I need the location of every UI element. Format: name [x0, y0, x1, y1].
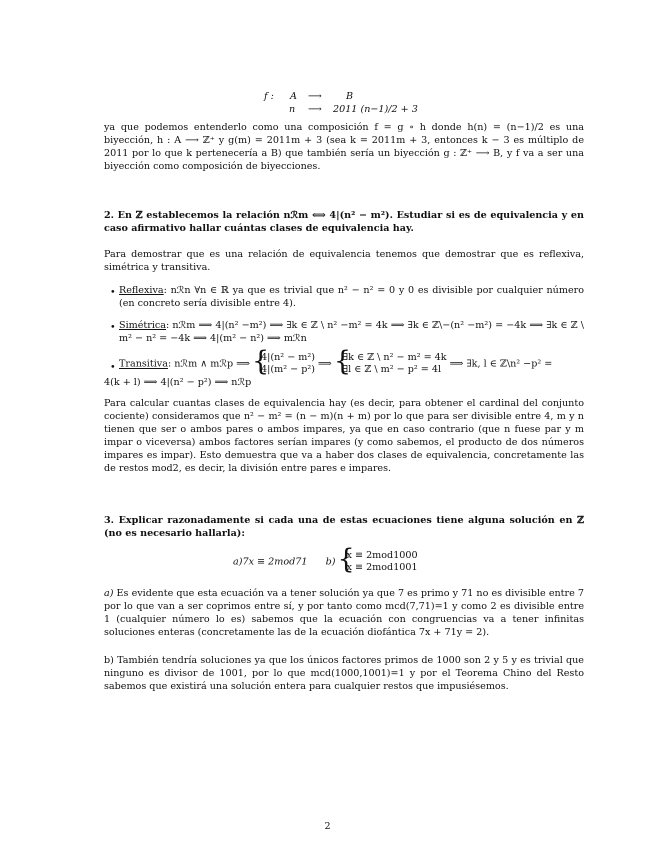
map-f-label: f :: [264, 91, 274, 102]
section-3-answer-a: [104, 588, 584, 640]
section-3-heading: 3. Explicar razonadamente si cada una de estas ecuaciones tiene alguna solución en ℤ (no es necesario hallarla):: [104, 515, 584, 539]
equation-b-system: [339, 550, 418, 574]
symmetric-item: [119, 320, 584, 346]
map-var: n: [289, 104, 296, 115]
transitive-label: Transitiva: [119, 358, 168, 370]
system-1-line-1: { 4|(n² − m²): [261, 352, 315, 363]
map-arrow-1: ⟶: [308, 91, 322, 102]
reflexive-item: [119, 285, 584, 311]
equation-a: a)7x ≡ 2mod71: [233, 556, 308, 568]
transitive-mid: ⟹: [318, 358, 332, 370]
answer-a-label: a): [104, 588, 114, 599]
map-domain: A: [290, 91, 297, 102]
section-2-heading: 2. En ℤ establecemos la relación nℛm ⟺ 4|(n² − m²). Estudiar si es de equivalencia y en caso afirmativo hallar cuántas clases de equivalencia hay.: [104, 210, 584, 234]
map-image: 2011 (n−1)/2 + 3: [333, 104, 418, 115]
equations-display: [233, 550, 418, 574]
section-2-intro: Para demostrar que es una relación de equivalencia tenemos que demostrar que es reflexiva, simétrica y transitiva.: [104, 249, 584, 273]
page-number: 2: [324, 821, 331, 832]
equation-b-line-2: x ≡ 2mod1001: [346, 562, 418, 573]
bullet-icon: •: [110, 287, 116, 298]
transitive-system-2: [335, 352, 447, 376]
bullet-icon: •: [110, 322, 116, 333]
transitive-pre: : nℛm ∧ mℛp ⟹: [167, 358, 250, 370]
map-arrow-2: ⟶: [308, 104, 322, 115]
transitive-item: [119, 352, 584, 376]
map-codomain: B: [346, 91, 354, 102]
section-3-answer-b: b) También tendría soluciones ya que los únicos factores primos de 1000 son 2 y 5 y es trivial que ninguno es divisor de 1001, por lo que mcd(1000,1001)=1 y por el Teorema Chino del Resto sabemos que existirá una solución entera para cualquier restos que impusiésemos.: [104, 655, 584, 692]
answer-a-text: Es evidente que esta ecuación va a tener solución ya que 7 es primo y 71 no es divisible entre 7 por lo que van a ser coprimos entre sí, y por tanto como mcd(7,71)=1 y como 2 es divisible entre 1 (cualquier número lo es) sabemos que la ecuación con congruencias va a tener infinitas soluciones enteras (concretamente las de la ecuación diofántica 7x + 71y = 2).: [104, 588, 584, 638]
section-2-conclusion: Para calcular cuantas clases de equivalencia hay (es decir, para obtener el cardinal del conjunto cociente) consideramos que n² − m² = (n − m)(n + m) por lo que para ser divisible entre 4, m y n tienen que ser o ambos pares o ambos impares, ya que en caso contrario (que n fuese par y m impar o viceversa) ambos factores serían impares (y como sabemos, el producto de dos números impares es impar). Esto demuestra que va a haber dos clases de equivalencia, concretamente las de restos mod2, es decir, la división entre pares e impares.: [104, 398, 584, 474]
bullet-icon: •: [110, 362, 116, 373]
equation-b-label: b): [325, 556, 336, 568]
symmetric-label: Simétrica: [119, 320, 167, 331]
transitive-system-1: [253, 352, 315, 376]
system-2-line-1: { ∃k ∈ ℤ \ n² − m² = 4k: [342, 352, 447, 363]
transitive-post: ⟹ ∃k, l ∈ ℤ\n² −p² =: [449, 358, 553, 370]
system-1-line-2: 4|(m² − p²): [261, 364, 315, 375]
reflexive-label: Reflexiva: [119, 285, 164, 296]
equation-b-line-1: { x ≡ 2mod1000: [346, 550, 418, 561]
intro-paragraph: ya que podemos entenderlo como una composición f = g ∘ h donde h(n) = (n−1)/2 es una biyección, h : A ⟶ ℤ⁺ y g(m) = 2011m + 3 (sea k = 2011m + 3, entonces k − 3 es múltiplo de 2011 por lo que k pertenecería a B) que también sería un biyección g : ℤ⁺ ⟶ B, y f va a ser una biyección como composición de biyecciones.: [104, 122, 584, 172]
transitive-line-2: 4(k + l) ⟹ 4|(n² − p²) ⟹ nℛp: [104, 377, 252, 388]
reflexive-text: : nℛn ∀n ∈ ℝ ya que es trivial que n² − n² = 0 y 0 es divisible por cualquier número (en concreto sería divisible entre 4).: [119, 285, 584, 309]
map-definition: [264, 90, 354, 103]
map-rule: [289, 103, 418, 116]
system-2-line-2: ∃l ∈ ℤ \ m² − p² = 4l: [342, 364, 442, 375]
symmetric-text: : nℛm ⟹ 4|(n² −m²) ⟹ ∃k ∈ ℤ \ n² −m² = 4k ⟹ ∃k ∈ ℤ\−(n² −m²) = −4k ⟹ ∃k ∈ ℤ \ m² − n² = −4k ⟹ 4|(m² − n²) ⟹ mℛn: [119, 320, 584, 344]
